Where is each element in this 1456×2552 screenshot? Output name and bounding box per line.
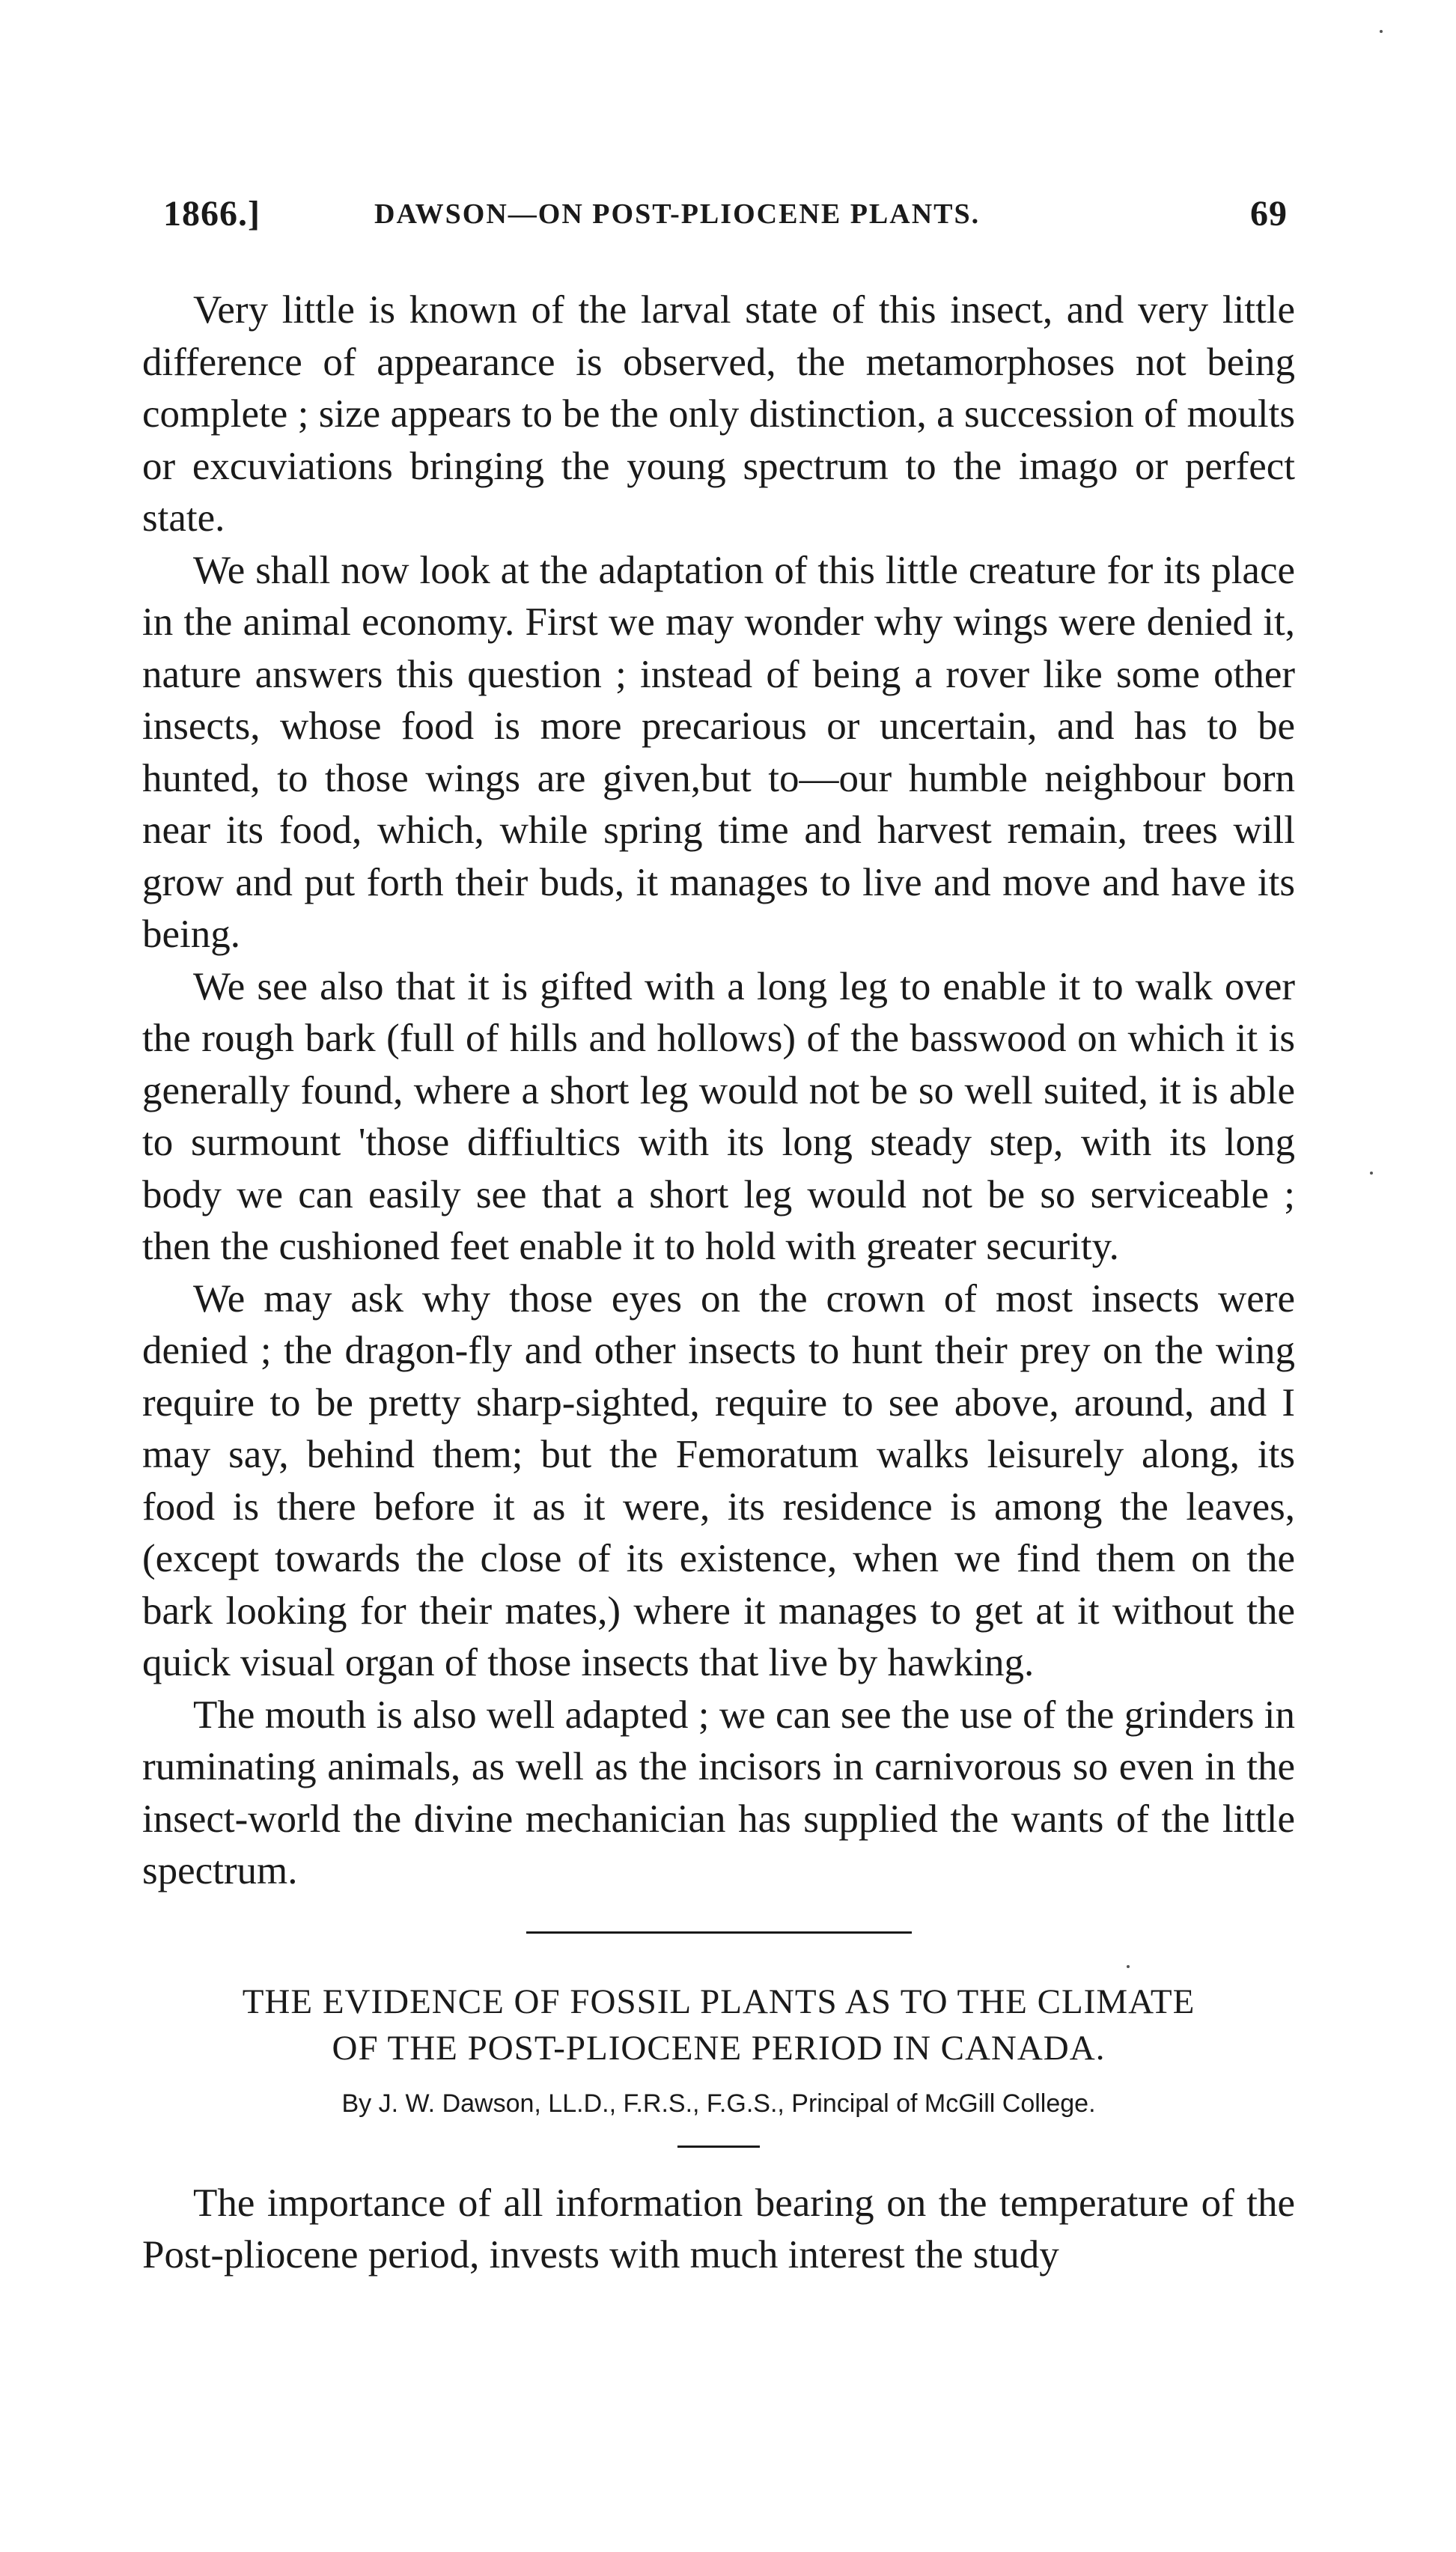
page-number: 69	[1250, 194, 1288, 234]
article-title-line-1: THE EVIDENCE OF FOSSIL PLANTS AS TO THE CLIMATE	[242, 1982, 1195, 2021]
scan-speck	[1380, 30, 1383, 33]
new-article-body	[142, 2178, 1295, 2282]
scan-speck	[1127, 1965, 1130, 1968]
article-title-line-2: OF THE POST-PLIOCENE PERIOD IN CANADA.	[332, 2028, 1106, 2068]
paragraph-importance: The importance of all information bearing on the temperature of the Post-pliocene period, invests with much interest the study	[142, 2181, 1295, 2277]
book-page	[142, 187, 1295, 2282]
insect-article-body	[142, 284, 1295, 1898]
byline-divider	[677, 2146, 760, 2148]
header-year: 1866.]	[163, 194, 261, 234]
article-byline: By J. W. Dawson, LL.D., F.R.S., F.G.S., Principal of McGill College.	[341, 2089, 1096, 2118]
article-title	[142, 1979, 1295, 2071]
paragraph-larval-state: Very little is known of the larval state of this insect, and very little difference of appearance is observed, the metamorphoses not being complete ; size appears to be the only distinction, a succession of moults or excuviations bringing the young spectrum to the imago or perfect state.	[142, 288, 1295, 540]
paragraph-long-leg: We see also that it is gifted with a long leg to enable it to walk over the rough bark (full of hills and hollows) of the basswood on which it is generally found, where a short leg would not be so well suited, it is able to surmount 'those diffiultics with its long steady step, with its long body we can easily see that a short leg would not be so serviceable ; then the cushioned feet enable it to hold with greater security.	[142, 964, 1295, 1268]
paragraph-mouth: The mouth is also well adapted ; we can see the use of the grinders in ruminating animals, as well as the incisors in carnivorous so even in the insect-world the divine mechanician has supplied the wants of the little spectrum.	[142, 1693, 1295, 1892]
running-head	[142, 187, 1295, 247]
paragraph-adaptation: We shall now look at the adaptation of this little creature for its place in the animal economy. First we may wonder why wings were denied it, nature answers this question ; instead of being a rover like some other insects, whose food is more precarious or uncertain, and has to be hunted, to those wings are given,but to—our humble neighbour born near its food, which, while spring time and harvest remain, trees will grow and put forth their buds, it manages to live and move and have its being.	[142, 548, 1295, 956]
section-divider	[526, 1931, 912, 1934]
paragraph-eyes: We may ask why those eyes on the crown of most insects were denied ; the dragon-fly and other insects to hunt their prey on the wing require to be pretty sharp-sighted, require to see above, around, and I may say, behind them; but the Femoratum walks leisurely along, its food is there before it as it were, its residence is among the leaves, (except towards the close of its existence, when we find them on the bark looking for their mates,) where it manages to get at it without the quick visual organ of those insects that live by hawking.	[142, 1276, 1295, 1684]
header-title: DAWSON—ON POST-PLIOCENE PLANTS.	[374, 198, 981, 230]
scan-speck	[1370, 1172, 1373, 1175]
